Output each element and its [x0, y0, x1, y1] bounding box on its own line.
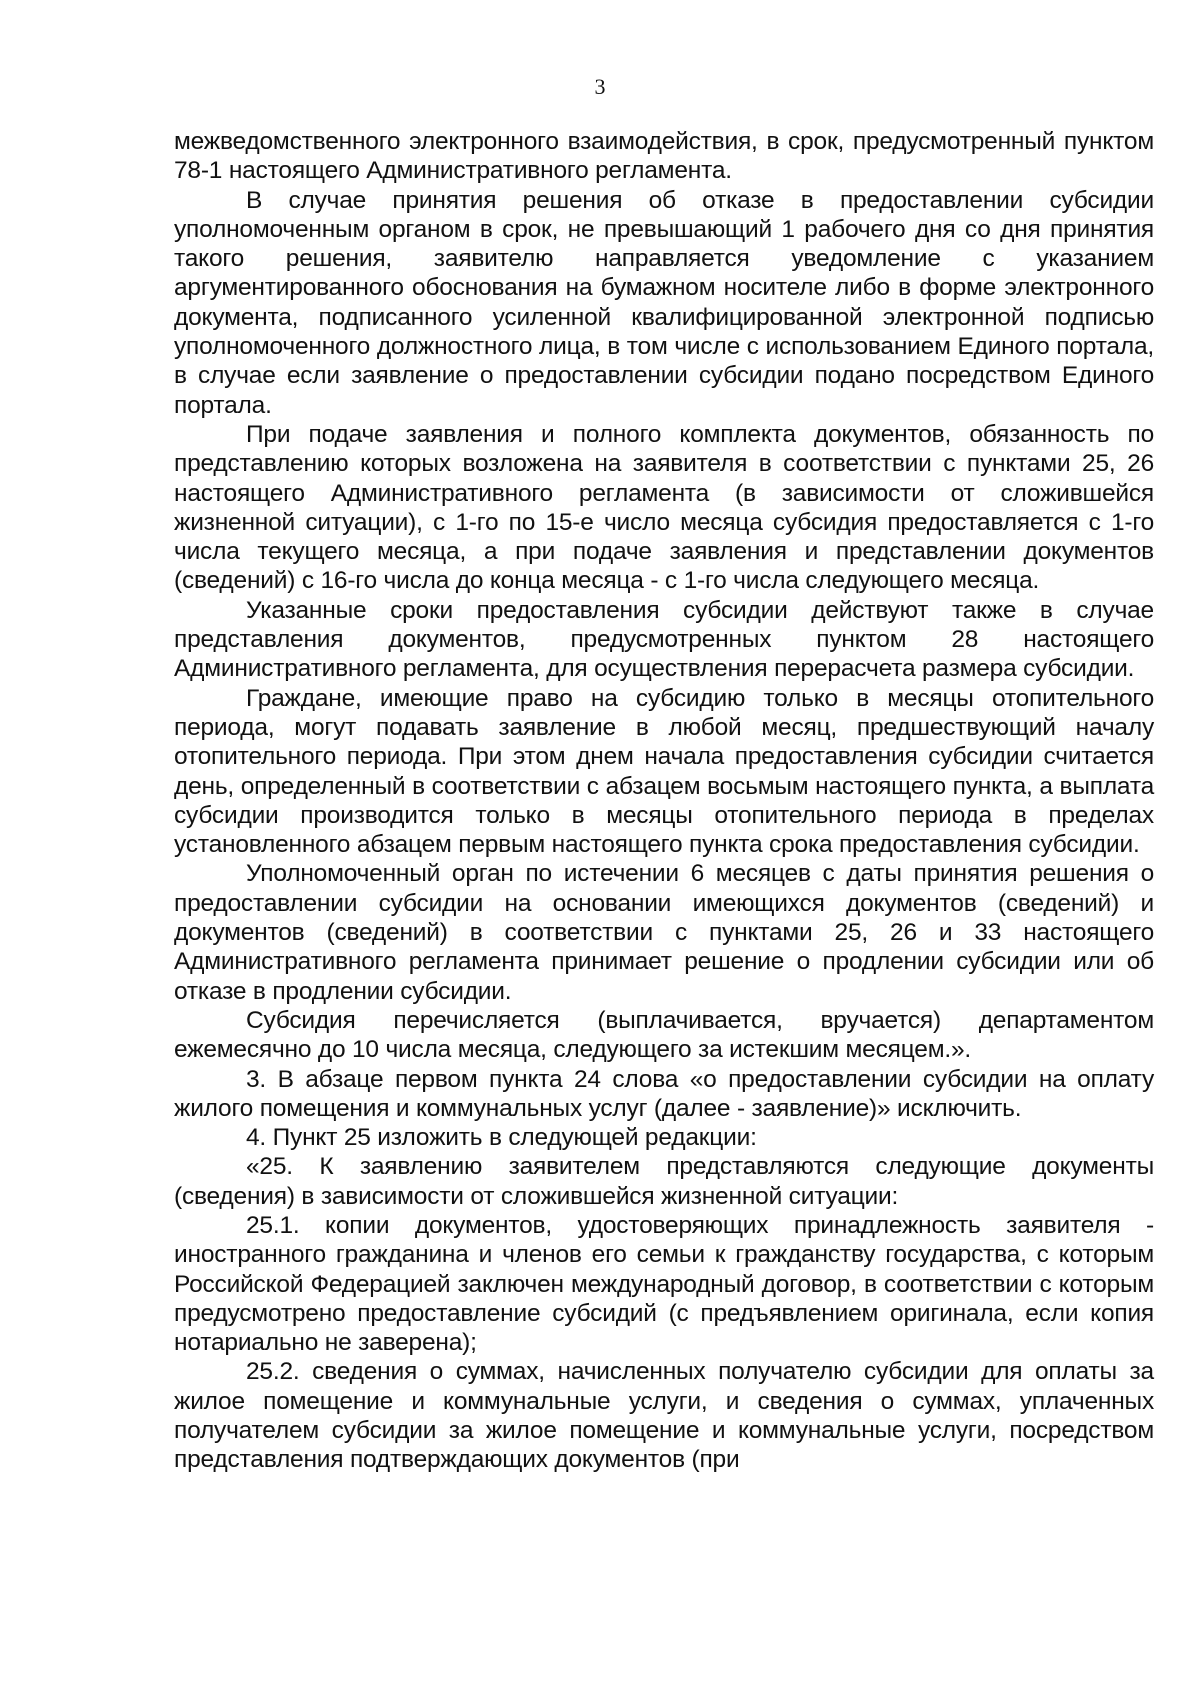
paragraph: Субсидия перечисляется (выплачивается, вручается) департаментом ежемесячно до 10 числа месяца, следующего за истекшим месяцем.». [174, 1006, 1154, 1064]
page-number: 3 [594, 74, 606, 99]
paragraph: Уполномоченный орган по истечении 6 месяцев с даты принятия решения о предоставлении субсидии на основании имеющихся документов (сведений) и документов (сведений) в соответствии с пунктами 25, 26 и 33 настоящего Административного регламента принимает решение о продлении субсидии или об отказе в продлении субсидии. [174, 860, 1154, 1005]
paragraph: Указанные сроки предоставления субсидии действуют также в случае представления документов, предусмотренных пунктом 28 настоящего Административного регламента, для осуществления перерасчета размера субсидии. [174, 596, 1154, 683]
paragraph: межведомственного электронного взаимодействия, в срок, предусмотренный пунктом 78-1 настоящего Административного регламента. [174, 128, 1154, 185]
paragraph: 3. В абзаце первом пункта 24 слова «о предоставлении субсидии на оплату жилого помещения и коммунальных услуг (далее - заявление)» исключить. [174, 1065, 1154, 1122]
paragraph: 25.2. сведения о суммах, начисленных получателю субсидии для оплаты за жилое помещение и коммунальные услуги, и сведения о суммах, уплаченных получателем субсидии за жилое помещение и коммунальные услуги, посредством представления подтверждающих документов (при [174, 1358, 1154, 1474]
paragraph: «25. К заявлению заявителем представляются следующие документы (сведения) в зависимости от сложившейся жизненной ситуации: [174, 1153, 1154, 1210]
paragraph: 25.1. копии документов, удостоверяющих принадлежность заявителя - иностранного гражданина и членов его семьи к гражданству государства, с которым Российской Федерацией заключен международный договор, в соответствии с которым предусмотрено предоставление субсидий (с предъявлением оригинала, если копия нотариально не заверена); [174, 1211, 1154, 1357]
paragraph: 4. Пункт 25 изложить в следующей редакции: [246, 1124, 757, 1152]
document-body [174, 127, 1154, 1475]
paragraph: Граждане, имеющие право на субсидию только в месяцы отопительного периода, могут подавать заявление в любой месяц, предшествующий началу отопительного периода. При этом днем начала предоставления субсидии считается день, определенный в соответствии с абзацем восьмым настоящего пункта, а выплата субсидии производится только в месяцы отопительного периода в пределах установленного абзацем первым настоящего пункта срока предоставления субсидии. [174, 684, 1154, 859]
paragraph: В случае принятия решения об отказе в предоставлении субсидии уполномоченным органом в срок, не превышающий 1 рабочего дня со дня принятия такого решения, заявителю направляется уведомление с указанием аргументированного обоснования на бумажном носителе либо в форме электронного документа, подписанного усиленной квалифицированной электронной подписью уполномоченного должностного лица, в том числе с использованием Единого портала, в случае если заявление о предоставлении субсидии подано посредством Единого портала. [174, 186, 1154, 419]
paragraph: При подаче заявления и полного комплекта документов, обязанность по представлению которых возложена на заявителя в соответствии с пунктами 25, 26 настоящего Административного регламента (в зависимости от сложившейся жизненной ситуации), с 1-го по 15-е число месяца субсидия предоставляется с 1-го числа текущего месяца, а при подаче заявления и представлении документов (сведений) с 16-го числа до конца месяца - с 1-го числа следующего месяца. [174, 420, 1154, 595]
